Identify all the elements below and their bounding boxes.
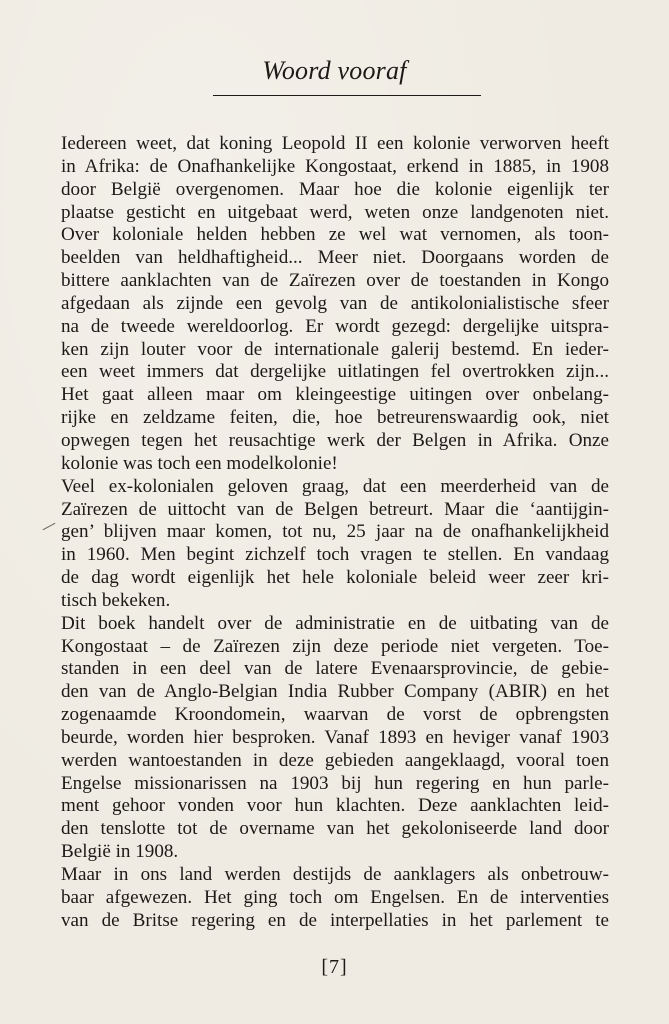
text-line: beelden van heldhaftigheid... Meer niet. Doorgaans worden de — [61, 247, 609, 269]
text-line: ken zijn louter voor de internationale galerij bestemd. En ieder- — [61, 338, 609, 360]
text-line: Dit boek handelt over de administratie en de uitbating van de — [61, 612, 609, 634]
text-line: afgedaan als zijnde een gevolg van de antikolonialistische sfeer — [61, 292, 609, 314]
text-line: Iedereen weet, dat koning Leopold II een kolonie verworven heeft — [61, 133, 609, 154]
text-line: Kongostaat – de Zaïrezen zijn deze periode niet vergeten. Toe- — [61, 635, 609, 657]
text-line: gen’ blijven maar komen, tot nu, 25 jaar na de onafhankelijkheid — [61, 521, 609, 543]
text-line: Veel ex-kolonialen geloven graag, dat een meerderheid van de — [61, 475, 609, 497]
text-line: Over koloniale helden hebben ze wel wat vernomen, als toon- — [61, 224, 609, 246]
text-line: een weet immers dat dergelijke uitlatingen fel overtrokken zijn... — [61, 361, 609, 383]
text-line: den tenslotte tot de overname van het gekoloniseerde land door — [61, 818, 609, 840]
text-line: de dag wordt eigenlijk het hele koloniale beleid weer zeer kri- — [61, 567, 609, 589]
text-line: opwegen tegen het reusachtige werk der Belgen in Afrika. Onze — [61, 429, 609, 451]
text-line: van de Britse regering en de interpellaties in het parlement te — [61, 909, 609, 931]
text-line: tisch bekeken. — [61, 589, 171, 611]
text-line: Engelse missionarissen na 1903 bij hun regering en hun parle- — [61, 772, 609, 794]
text-line: den van de Anglo-Belgian India Rubber Company (ABIR) en het — [61, 681, 609, 703]
text-line: Zaïrezen de uittocht van de Belgen betreurt. Maar die ‘aantijgin- — [61, 498, 609, 520]
text-line: standen in een deel van de latere Evenaarsprovincie, de gebie- — [61, 658, 609, 680]
text-line: rijke en zeldzame feiten, die, hoe betreurenswaardig ook, niet — [61, 407, 609, 429]
text-line: België in 1908. — [61, 841, 179, 863]
text-line: bittere aanklachten van de Zaïrezen over de toestanden in Kongo — [61, 270, 609, 292]
text-line: Het gaat alleen maar om kleingeestige uitingen over onbelang- — [61, 384, 609, 406]
text-line: zogenaamde Kroondomein, waarvan de vorst de opbrengsten — [61, 704, 609, 726]
text-line: in Afrika: de Onafhankelijke Kongostaat, erkend in 1885, in 1908 — [61, 155, 609, 177]
text-line: Maar in ons land werden destijds de aanklagers als onbetrouw- — [61, 864, 609, 885]
text-line: kolonie was toch een modelkolonie! — [61, 452, 338, 474]
text-line: ment gehoor vonden voor hun klachten. Deze aanklachten leid- — [61, 795, 609, 817]
text-line: baar afgewezen. Het ging toch om Engelsen. En de interventies — [61, 886, 609, 908]
text-line: beurde, worden hier besproken. Vanaf 1893 en heviger vanaf 1903 — [61, 726, 609, 748]
body-text — [61, 133, 609, 933]
page-number: [7] — [321, 956, 348, 978]
text-line: na de tweede wereldoorlog. Er wordt gezegd: dergelijke uitspra- — [61, 315, 609, 337]
text-line: in 1960. Men begint zichzelf toch vragen te stellen. En vandaag — [61, 544, 609, 566]
text-line: werden wantoestanden in deze gebieden aangeklaagd, vooral toen — [61, 749, 609, 771]
page-title: Woord vooraf — [262, 56, 407, 85]
text-line: plaatse gesticht en uitgebaat werd, weten onze landgenoten niet. — [61, 201, 609, 223]
title-underline — [213, 95, 481, 96]
margin-pencil-mark — [43, 523, 56, 530]
text-line: door België overgenomen. Maar hoe die kolonie eigenlijk ter — [61, 178, 609, 200]
